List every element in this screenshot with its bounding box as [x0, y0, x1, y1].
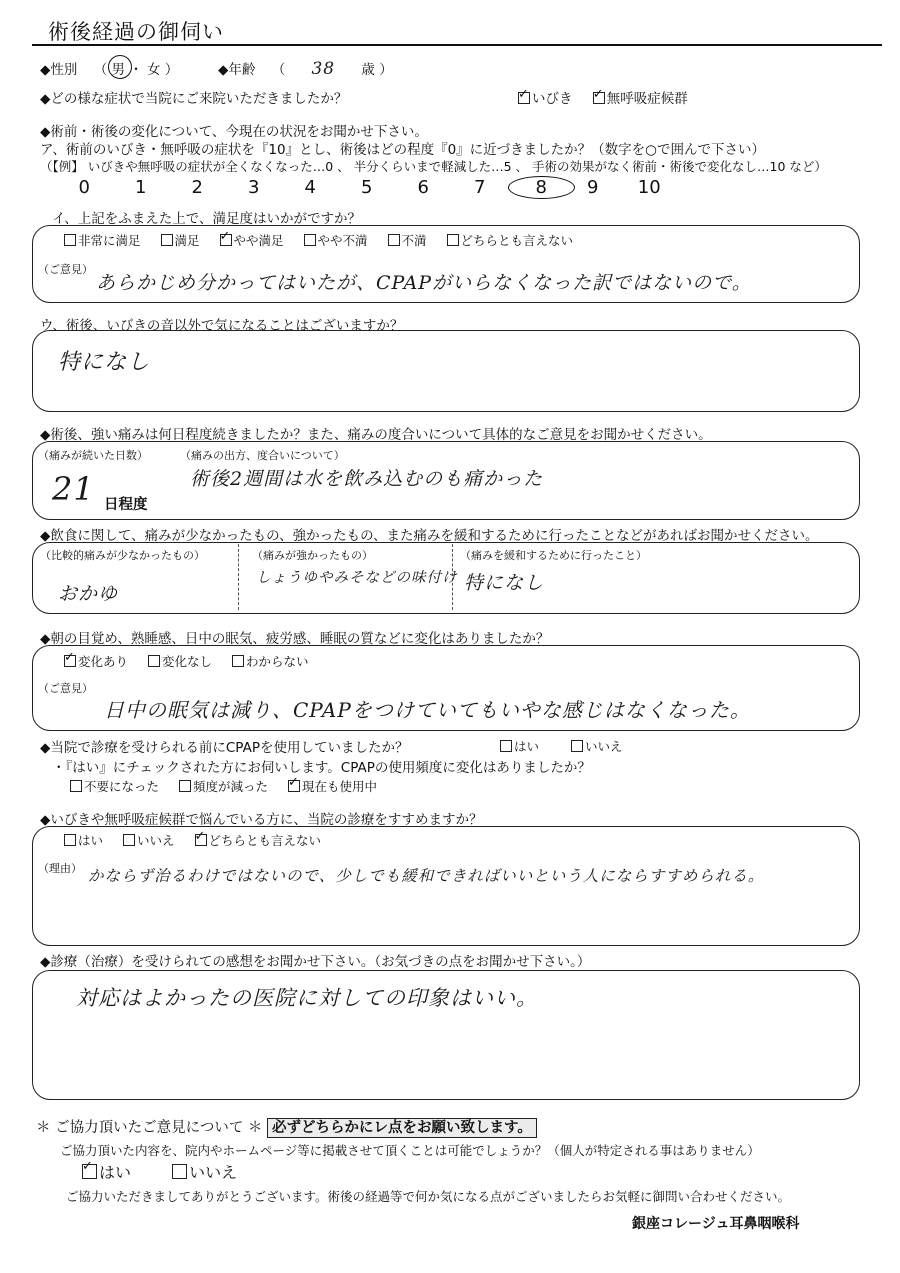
checkbox-icon: [220, 234, 232, 246]
option-label: わからない: [246, 654, 309, 669]
q6-strong-label: （痛みが強かったもの）: [252, 549, 373, 562]
option-somewhat-dissatisfied[interactable]: [304, 231, 368, 249]
q9-reason-label: （理由）: [38, 862, 82, 875]
scale-6[interactable]: 6: [417, 177, 429, 198]
consent-emphasis: 必ずどちらかにレ点をお願い致します。: [267, 1118, 537, 1138]
checkbox-icon: [232, 655, 244, 667]
option-label: いびき: [532, 91, 573, 107]
q1-text: ◆どの様な症状で当院にご来院いただきましたか？: [40, 91, 348, 107]
consent-options: [82, 1160, 253, 1183]
option-no[interactable]: [123, 831, 175, 849]
q9-text: ◆いびきや無呼吸症候群で悩んでいる方に、当院の診療をすすめますか？: [40, 812, 483, 828]
q8-options: [500, 737, 639, 755]
option-label: どちらとも言えない: [208, 833, 322, 848]
checkbox-icon: [593, 92, 605, 104]
scale-9[interactable]: 9: [587, 177, 599, 198]
option-yes[interactable]: [500, 737, 539, 755]
option-label: 頻度が減った: [193, 779, 269, 794]
sex-options[interactable]: （ 男 ・ 女 ）: [93, 62, 179, 78]
checkbox-icon: [70, 780, 82, 792]
checkbox-icon: [172, 1164, 187, 1179]
q7-opinion-label: （ご意見）: [38, 682, 93, 695]
option-yes[interactable]: [64, 831, 103, 849]
option-no-longer-needed[interactable]: [70, 777, 159, 795]
scale-4[interactable]: 4: [304, 177, 316, 198]
q5-days-unit: 日程度: [104, 497, 148, 513]
option-label: いいえ: [137, 833, 175, 848]
q6-relief-label: （痛みを緩和するために行ったこと）: [460, 549, 647, 562]
consent-heading: ＊ ご協力頂いたご意見について ＊: [36, 1120, 263, 1136]
option-label: どちらとも言えない: [460, 233, 574, 248]
option-label: はい: [514, 739, 540, 754]
thanks-text: ご協力いただきましてありがとうございます。術後の経過等で何か気になる点がございましたらお気軽に御問い合わせください。: [66, 1189, 791, 1204]
scale-1[interactable]: 1: [135, 177, 147, 198]
consent-heading-row: [36, 1116, 537, 1137]
option-no-change[interactable]: [148, 652, 212, 670]
q8-sub-options: [70, 777, 393, 795]
q5-days-label: （痛みが続いた日数）: [38, 449, 148, 462]
option-satisfied[interactable]: [161, 231, 200, 249]
q6-less-label: （比較的痛みが少なかったもの）: [40, 549, 205, 562]
checkbox-icon: [195, 834, 207, 846]
q2-line-a: ア、術前のいびき・無呼吸の症状を『10』とし、術後はどの程度『0』に近づきましたか？（数字を○で囲んで下さい）: [40, 142, 765, 158]
q9-options: [64, 831, 337, 849]
option-neither[interactable]: [195, 831, 322, 849]
scale-3[interactable]: 3: [248, 177, 260, 198]
age-unit: 歳 ）: [361, 62, 393, 78]
option-unknown[interactable]: [232, 652, 309, 670]
option-label: 変化なし: [162, 654, 213, 669]
q7-options: [64, 652, 325, 670]
q6-less[interactable]: おかゆ: [58, 583, 119, 605]
checkbox-icon: [123, 834, 135, 846]
option-less-frequent[interactable]: [179, 777, 268, 795]
q3-opinion[interactable]: あらかじめ分かってはいたが、CPAPがいらなくなった訳ではないので。: [96, 272, 752, 294]
q3-options: [64, 231, 589, 249]
q5-days-value[interactable]: 21: [52, 470, 95, 508]
scale-2[interactable]: 2: [191, 177, 203, 198]
age-value[interactable]: 38: [311, 59, 336, 79]
option-label: 非常に満足: [78, 233, 141, 248]
scale-5[interactable]: 5: [361, 177, 373, 198]
option-label: いいえ: [189, 1163, 238, 1182]
q6-strong[interactable]: しょうゆやみそなどの味付け: [256, 570, 458, 586]
sex-label: ◆性別: [40, 62, 78, 78]
q5-text: ◆術後、強い痛みは何日程度続きましたか？また、痛みの度合いについて具体的なご意見をお聞かせください。: [40, 427, 712, 443]
q1-options: [518, 87, 704, 107]
q6-text: ◆飲食に関して、痛みが少なかったもの、強かったもの、また痛みを緩和するために行ったことなどがあればお聞かせください。: [40, 528, 819, 544]
option-label: 変化あり: [78, 654, 129, 669]
q2-example: （【例】 いびきや無呼吸の症状が全くなくなった…0 、 半分くらいまで軽減した…5 、 手術の効果がなく術前・術後で変化なし…10 など）: [40, 159, 827, 174]
q8-text: ◆当院で診療を受けられる前にCPAPを使用していましたか？: [40, 740, 409, 756]
checkbox-icon: [64, 834, 76, 846]
sex-selected-circle: [108, 55, 132, 79]
q5-degree[interactable]: 術後2週間は水を飲み込むのも痛かった: [190, 468, 544, 490]
q4-box: [32, 330, 860, 412]
option-consent-yes[interactable]: [82, 1160, 131, 1183]
q2-heading: ◆術前・術後の変化について、今現在の状況をお聞かせ下さい。: [40, 124, 428, 140]
title-underline: [32, 44, 882, 46]
checkbox-icon: [518, 92, 530, 104]
option-label: いいえ: [585, 739, 623, 754]
age-label: ◆年齢: [218, 62, 256, 78]
consent-question: ご協力頂いた内容を、院内やホームページ等に掲載させて頂くことは可能でしょうか？（個人が特定される事はありません）: [60, 1143, 760, 1158]
checkbox-icon: [500, 740, 512, 752]
q10-text: ◆診療（治療）を受けられての感想をお聞かせ下さい。（お気づきの点をお聞かせ下さい。）: [40, 954, 591, 970]
scale-row: [56, 176, 678, 199]
option-label: 不要になった: [84, 779, 160, 794]
option-neither[interactable]: [447, 231, 574, 249]
q5-degree-label: （痛みの出方、度合いについて）: [180, 449, 345, 462]
option-label: はい: [99, 1163, 132, 1182]
option-changed[interactable]: [64, 652, 128, 670]
checkbox-icon: [82, 1164, 97, 1179]
checkbox-icon: [304, 234, 316, 246]
q6-divider-1: [238, 544, 239, 610]
option-still-using[interactable]: [288, 777, 377, 795]
option-label: やや不満: [317, 233, 368, 248]
q6-relief[interactable]: 特になし: [464, 572, 545, 594]
option-label: 満足: [174, 233, 200, 248]
q7-text: ◆朝の目覚め、熟睡感、日中の眠気、疲労感、睡眠の質などに変化はありましたか？: [40, 631, 550, 647]
q7-opinion[interactable]: 日中の眠気は減り、CPAPをつけていてもいやな感じはなくなった。: [104, 698, 751, 722]
option-label: 現在も使用中: [302, 779, 378, 794]
page-title: 術後経過の御伺い: [48, 20, 224, 44]
option-snoring[interactable]: [518, 87, 573, 107]
scale-7[interactable]: 7: [474, 177, 486, 198]
checkbox-icon: [64, 234, 76, 246]
option-label: 不満: [401, 233, 427, 248]
option-label: やや満足: [233, 233, 284, 248]
checkbox-icon: [388, 234, 400, 246]
scale-selected: 8: [508, 176, 575, 199]
scale-10[interactable]: 10: [637, 177, 661, 198]
q3-text: イ、上記をふまえた上で、満足度はいかがですか？: [52, 211, 362, 227]
option-apnea[interactable]: [593, 87, 688, 107]
clinic-name: 銀座コレージュ耳鼻咽喉科: [632, 1216, 800, 1232]
option-consent-no[interactable]: [172, 1160, 237, 1183]
scale-8[interactable]: [508, 176, 565, 199]
option-label: はい: [78, 833, 104, 848]
checkbox-icon: [161, 234, 173, 246]
q4-text: ウ、術後、いびきの音以外で気になることはございますか？: [40, 318, 404, 334]
checkbox-icon: [64, 655, 76, 667]
checkbox-icon: [571, 740, 583, 752]
q4-answer[interactable]: 特になし: [58, 350, 151, 375]
checkbox-icon: [148, 655, 160, 667]
checkbox-icon: [179, 780, 191, 792]
option-somewhat-satisfied[interactable]: [220, 231, 284, 249]
q9-reason[interactable]: かならず治るわけではないので、少しでも緩和できればいいという人にならすすめられる。: [88, 867, 765, 885]
scale-0[interactable]: 0: [78, 177, 90, 198]
checkbox-icon: [288, 780, 300, 792]
option-label: 無呼吸症候群: [606, 91, 688, 107]
q3-opinion-label: （ご意見）: [38, 263, 93, 276]
option-dissatisfied[interactable]: [388, 231, 427, 249]
option-no[interactable]: [571, 737, 623, 755]
checkbox-icon: [447, 234, 459, 246]
age-row: [218, 58, 393, 79]
q8-sub: ・『はい』にチェックされた方にお伺いします。CPAPの使用頻度に変化はありましたか？: [52, 760, 591, 776]
age-paren: （: [271, 62, 286, 78]
q10-answer[interactable]: 対応はよかったの医院に対しての印象はいい。: [76, 986, 538, 1010]
option-very-satisfied[interactable]: [64, 231, 141, 249]
